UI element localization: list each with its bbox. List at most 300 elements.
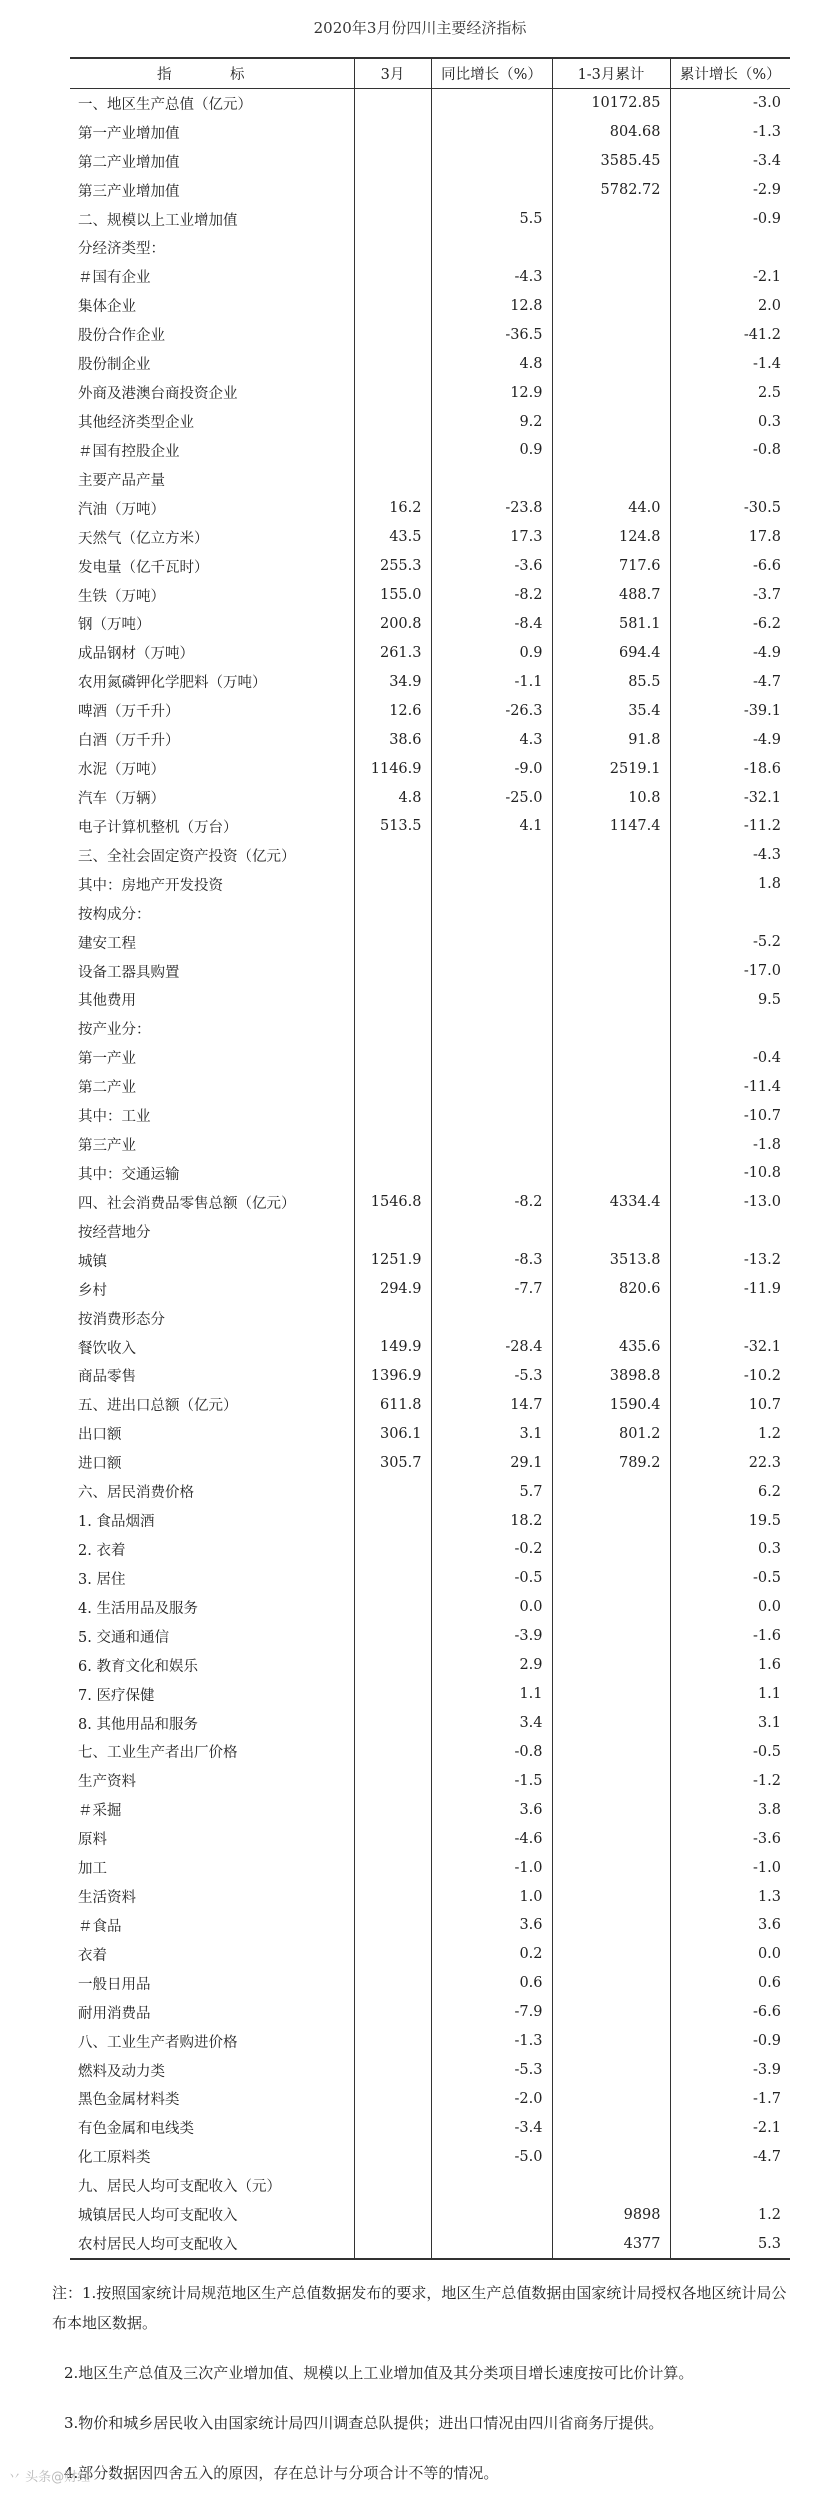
table-row <box>70 1361 790 1390</box>
q1-cumulative-cell <box>552 1101 670 1130</box>
cumulative-growth-cell: -10.7 <box>670 1101 790 1130</box>
march-value-cell <box>354 1651 431 1680</box>
indicator-cell: ＃国有控股企业 <box>78 443 180 460</box>
march-value-cell <box>354 407 431 436</box>
march-value-cell: 513.5 <box>354 812 431 841</box>
table-row <box>70 1535 790 1564</box>
table-row <box>70 1940 790 1969</box>
yoy-growth-cell <box>431 1072 552 1101</box>
yoy-growth-cell: 0.2 <box>431 1940 552 1969</box>
indicator-cell: 第三产业 <box>78 1138 136 1155</box>
yoy-growth-cell: 0.9 <box>431 436 552 465</box>
q1-cumulative-cell: 4377 <box>552 2229 670 2259</box>
march-value-cell <box>354 1043 431 1072</box>
header-q1-cumulative: 1-3月累计 <box>552 58 670 88</box>
indicator-cell: 水泥（万吨） <box>78 762 165 779</box>
yoy-growth-cell <box>431 1159 552 1188</box>
cumulative-growth-cell: -1.4 <box>670 349 790 378</box>
table-row <box>70 1419 790 1448</box>
table-row <box>70 610 790 639</box>
march-value-cell <box>354 2085 431 2114</box>
march-value-cell <box>354 1506 431 1535</box>
table-row <box>70 1043 790 1072</box>
q1-cumulative-cell <box>552 2171 670 2200</box>
table-row <box>70 1680 790 1709</box>
yoy-growth-cell <box>431 1217 552 1246</box>
q1-cumulative-cell <box>552 2113 670 2142</box>
yoy-growth-cell: -3.6 <box>431 552 552 581</box>
indicator-cell: 燃料及动力类 <box>78 2063 165 2080</box>
cumulative-growth-cell: -0.5 <box>670 1737 790 1766</box>
march-value-cell <box>354 2027 431 2056</box>
table-row <box>70 1853 790 1882</box>
q1-cumulative-cell: 2519.1 <box>552 754 670 783</box>
march-value-cell <box>354 291 431 320</box>
march-value-cell <box>354 870 431 899</box>
cumulative-growth-cell: -5.2 <box>670 928 790 957</box>
table-row <box>70 147 790 176</box>
indicator-cell: 白酒（万千升） <box>78 733 180 750</box>
indicator-cell: 城镇 <box>78 1253 107 1270</box>
yoy-growth-cell: -5.0 <box>431 2142 552 2171</box>
march-value-cell: 1546.8 <box>354 1188 431 1217</box>
cumulative-growth-cell: 3.6 <box>670 1911 790 1940</box>
indicator-cell: 衣着 <box>78 1947 107 1964</box>
yoy-growth-cell: -8.4 <box>431 610 552 639</box>
indicator-cell: 有色金属和电线类 <box>78 2121 194 2138</box>
cumulative-growth-cell: -0.4 <box>670 1043 790 1072</box>
q1-cumulative-cell <box>552 1998 670 2027</box>
table-row <box>70 291 790 320</box>
cumulative-growth-cell: -3.6 <box>670 1824 790 1853</box>
cumulative-growth-cell: -2.9 <box>670 176 790 205</box>
march-value-cell <box>354 1477 431 1506</box>
indicator-cell: 乡村 <box>78 1282 107 1299</box>
yoy-growth-cell <box>431 88 552 117</box>
table-row <box>70 1014 790 1043</box>
march-value-cell <box>354 176 431 205</box>
march-value-cell: 1146.9 <box>354 754 431 783</box>
yoy-growth-cell: 4.8 <box>431 349 552 378</box>
q1-cumulative-cell <box>552 986 670 1015</box>
cumulative-growth-cell: -11.9 <box>670 1275 790 1304</box>
q1-cumulative-cell <box>552 1824 670 1853</box>
yoy-growth-cell <box>431 118 552 147</box>
yoy-growth-cell: -1.3 <box>431 2027 552 2056</box>
q1-cumulative-cell <box>552 870 670 899</box>
table-row <box>70 205 790 234</box>
table-row <box>70 494 790 523</box>
q1-cumulative-cell <box>552 1911 670 1940</box>
march-value-cell: 294.9 <box>354 1275 431 1304</box>
q1-cumulative-cell <box>552 1940 670 1969</box>
march-value-cell <box>354 320 431 349</box>
march-value-cell <box>354 378 431 407</box>
q1-cumulative-cell <box>552 1853 670 1882</box>
cumulative-growth-cell: -1.7 <box>670 2085 790 2114</box>
q1-cumulative-cell: 44.0 <box>552 494 670 523</box>
indicator-cell: 4. 生活用品及服务 <box>78 1600 198 1617</box>
cumulative-growth-cell: 5.3 <box>670 2229 790 2259</box>
yoy-growth-cell <box>431 899 552 928</box>
march-value-cell <box>354 118 431 147</box>
q1-cumulative-cell: 804.68 <box>552 118 670 147</box>
table-row <box>70 1998 790 2027</box>
indicator-cell: 二、规模以上工业增加值 <box>78 212 238 229</box>
indicator-cell: 6. 教育文化和娱乐 <box>78 1658 198 1675</box>
table-row <box>70 638 790 667</box>
indicator-cell: 农用氮磷钾化学肥料（万吨） <box>78 675 267 692</box>
table-row <box>70 1824 790 1853</box>
indicator-cell: 生产资料 <box>78 1774 136 1791</box>
page-title: 2020年3月份四川主要经济指标 <box>313 19 527 37</box>
yoy-growth-cell <box>431 870 552 899</box>
march-value-cell <box>354 899 431 928</box>
table-row <box>70 1159 790 1188</box>
yoy-growth-cell: 1.1 <box>431 1680 552 1709</box>
indicator-cell: 七、工业生产者出厂价格 <box>78 1745 238 1762</box>
table-row <box>70 928 790 957</box>
cumulative-growth-cell: -4.9 <box>670 725 790 754</box>
cumulative-growth-cell: -0.9 <box>670 2027 790 2056</box>
indicator-cell: 加工 <box>78 1861 107 1878</box>
table-row <box>70 2085 790 2114</box>
cumulative-growth-cell: -32.1 <box>670 783 790 812</box>
march-value-cell: 261.3 <box>354 638 431 667</box>
q1-cumulative-cell <box>552 1680 670 1709</box>
footnote-4: 4.部分数据因四舍五入的原因，存在总计与分项合计不等的情况。 <box>64 2464 499 2483</box>
cumulative-growth-cell <box>670 899 790 928</box>
table-row <box>70 696 790 725</box>
cumulative-growth-cell: -11.4 <box>670 1072 790 1101</box>
table-row <box>70 349 790 378</box>
table-row <box>70 1564 790 1593</box>
indicator-cell: 外商及港澳台商投资企业 <box>78 386 238 403</box>
cumulative-growth-cell: -2.1 <box>670 2113 790 2142</box>
indicator-cell: 其中：工业 <box>78 1109 151 1126</box>
yoy-growth-cell: -3.9 <box>431 1622 552 1651</box>
table-row <box>70 378 790 407</box>
indicator-cell: 其中：房地产开发投资 <box>78 877 223 894</box>
footnote-3: 3.物价和城乡居民收入由国家统计局四川调查总队提供；进出口情况由四川省商务厅提供。 <box>64 2414 664 2433</box>
header-march: 3月 <box>354 58 431 88</box>
q1-cumulative-cell <box>552 928 670 957</box>
table-row <box>70 1188 790 1217</box>
q1-cumulative-cell: 4334.4 <box>552 1188 670 1217</box>
yoy-growth-cell: -9.0 <box>431 754 552 783</box>
table-row <box>70 1477 790 1506</box>
yoy-growth-cell: -5.3 <box>431 1361 552 1390</box>
table-row <box>70 957 790 986</box>
table-row <box>70 1130 790 1159</box>
cumulative-growth-cell: 3.1 <box>670 1709 790 1738</box>
table-row <box>70 1506 790 1535</box>
yoy-growth-cell <box>431 234 552 263</box>
table-row <box>70 870 790 899</box>
footnote-1: 注：1.按照国家统计局规范地区生产总值数据发布的要求，地区生产总值数据由国家统计局授权各地区统计局公布本地区数据。 <box>52 2284 787 2333</box>
header-cumulative-growth: 累计增长（%） <box>670 58 790 88</box>
indicator-cell: 九、居民人均可支配收入（元） <box>78 2179 281 2196</box>
q1-cumulative-cell <box>552 1564 670 1593</box>
cumulative-growth-cell: -6.6 <box>670 552 790 581</box>
cumulative-growth-cell <box>670 2171 790 2200</box>
cumulative-growth-cell: -1.3 <box>670 118 790 147</box>
cumulative-growth-cell: -3.0 <box>670 88 790 117</box>
watermark: 丷 头条@财经 <box>8 2470 91 2485</box>
q1-cumulative-cell <box>552 1737 670 1766</box>
cumulative-growth-cell: 3.8 <box>670 1795 790 1824</box>
march-value-cell: 12.6 <box>354 696 431 725</box>
cumulative-growth-cell: -4.3 <box>670 841 790 870</box>
table-row <box>70 1969 790 1998</box>
indicator-cell: ＃采掘 <box>78 1803 122 1820</box>
yoy-growth-cell: -3.4 <box>431 2113 552 2142</box>
yoy-growth-cell: -28.4 <box>431 1333 552 1362</box>
cumulative-growth-cell: -39.1 <box>670 696 790 725</box>
q1-cumulative-cell <box>552 2056 670 2085</box>
table-row <box>70 1709 790 1738</box>
table-row <box>70 1593 790 1622</box>
indicator-cell: 7. 医疗保健 <box>78 1687 155 1704</box>
q1-cumulative-cell <box>552 1043 670 1072</box>
economic-indicators-table <box>70 57 790 2260</box>
indicator-cell: 啤酒（万千升） <box>78 704 180 721</box>
march-value-cell <box>354 1101 431 1130</box>
yoy-growth-cell <box>431 147 552 176</box>
indicator-cell: 汽油（万吨） <box>78 501 165 518</box>
march-value-cell <box>354 1795 431 1824</box>
yoy-growth-cell: 5.5 <box>431 205 552 234</box>
q1-cumulative-cell <box>552 1159 670 1188</box>
table-row <box>70 118 790 147</box>
march-value-cell <box>354 1014 431 1043</box>
march-value-cell <box>354 1824 431 1853</box>
march-value-cell <box>354 2200 431 2229</box>
q1-cumulative-cell <box>552 1622 670 1651</box>
q1-cumulative-cell: 91.8 <box>552 725 670 754</box>
q1-cumulative-cell: 789.2 <box>552 1448 670 1477</box>
yoy-growth-cell: -8.2 <box>431 1188 552 1217</box>
indicator-cell: 八、工业生产者购进价格 <box>78 2034 238 2051</box>
cumulative-growth-cell: -3.4 <box>670 147 790 176</box>
cumulative-growth-cell: 19.5 <box>670 1506 790 1535</box>
march-value-cell: 1396.9 <box>354 1361 431 1390</box>
table-row <box>70 1766 790 1795</box>
march-value-cell <box>354 841 431 870</box>
cumulative-growth-cell: 1.3 <box>670 1882 790 1911</box>
cumulative-growth-cell: 1.2 <box>670 2200 790 2229</box>
cumulative-growth-cell: -17.0 <box>670 957 790 986</box>
indicator-cell: 五、进出口总额（亿元） <box>78 1398 238 1415</box>
indicator-cell: 其他费用 <box>78 993 136 1010</box>
table-row <box>70 1072 790 1101</box>
yoy-growth-cell: -7.9 <box>431 1998 552 2027</box>
q1-cumulative-cell: 1590.4 <box>552 1390 670 1419</box>
q1-cumulative-cell <box>552 205 670 234</box>
march-value-cell: 305.7 <box>354 1448 431 1477</box>
cumulative-growth-cell: 1.2 <box>670 1419 790 1448</box>
indicator-cell: 2. 衣着 <box>78 1542 126 1559</box>
indicator-cell: 分经济类型： <box>78 241 165 258</box>
yoy-growth-cell: 3.6 <box>431 1795 552 1824</box>
yoy-growth-cell: -8.2 <box>431 581 552 610</box>
march-value-cell <box>354 1998 431 2027</box>
yoy-growth-cell: -1.1 <box>431 667 552 696</box>
q1-cumulative-cell <box>552 262 670 291</box>
yoy-growth-cell: -0.2 <box>431 1535 552 1564</box>
yoy-growth-cell: -5.3 <box>431 2056 552 2085</box>
yoy-growth-cell <box>431 2171 552 2200</box>
march-value-cell <box>354 986 431 1015</box>
q1-cumulative-cell <box>552 436 670 465</box>
yoy-growth-cell: 4.1 <box>431 812 552 841</box>
table-row <box>70 754 790 783</box>
table-row <box>70 2200 790 2229</box>
cumulative-growth-cell: -0.8 <box>670 436 790 465</box>
yoy-growth-cell <box>431 465 552 494</box>
cumulative-growth-cell: -0.5 <box>670 1564 790 1593</box>
march-value-cell: 43.5 <box>354 523 431 552</box>
yoy-growth-cell <box>431 928 552 957</box>
q1-cumulative-cell: 694.4 <box>552 638 670 667</box>
yoy-growth-cell: -4.6 <box>431 1824 552 1853</box>
indicator-cell: 进口额 <box>78 1456 122 1473</box>
march-value-cell <box>354 2142 431 2171</box>
indicator-cell: 商品零售 <box>78 1369 136 1386</box>
indicator-cell: 第三产业增加值 <box>78 183 180 200</box>
q1-cumulative-cell <box>552 1882 670 1911</box>
cumulative-growth-cell: -0.9 <box>670 205 790 234</box>
yoy-growth-cell: -0.8 <box>431 1737 552 1766</box>
footnote-2: 2.地区生产总值及三次产业增加值、规模以上工业增加值及其分类项目增长速度按可比价计算。 <box>64 2364 694 2383</box>
cumulative-growth-cell: -10.2 <box>670 1361 790 1390</box>
indicator-cell: 六、居民消费价格 <box>78 1485 194 1502</box>
indicator-cell: 5. 交通和通信 <box>78 1629 169 1646</box>
yoy-growth-cell: 14.7 <box>431 1390 552 1419</box>
march-value-cell <box>354 1709 431 1738</box>
yoy-growth-cell: 0.9 <box>431 638 552 667</box>
q1-cumulative-cell <box>552 899 670 928</box>
q1-cumulative-cell <box>552 1651 670 1680</box>
march-value-cell <box>354 1680 431 1709</box>
table-row <box>70 2142 790 2171</box>
table-row <box>70 523 790 552</box>
table-row <box>70 1911 790 1940</box>
yoy-growth-cell <box>431 957 552 986</box>
q1-cumulative-cell <box>552 378 670 407</box>
cumulative-growth-cell: -4.9 <box>670 638 790 667</box>
yoy-growth-cell <box>431 2200 552 2229</box>
cumulative-growth-cell: -13.0 <box>670 1188 790 1217</box>
cumulative-growth-cell: -1.8 <box>670 1130 790 1159</box>
q1-cumulative-cell: 10172.85 <box>552 88 670 117</box>
march-value-cell <box>354 2113 431 2142</box>
march-value-cell <box>354 262 431 291</box>
yoy-growth-cell: -4.3 <box>431 262 552 291</box>
yoy-growth-cell <box>431 1043 552 1072</box>
indicator-cell: 电子计算机整机（万台） <box>78 819 238 836</box>
march-value-cell <box>354 205 431 234</box>
q1-cumulative-cell <box>552 1593 670 1622</box>
yoy-growth-cell: 9.2 <box>431 407 552 436</box>
march-value-cell <box>354 1969 431 1998</box>
indicator-cell: 餐饮收入 <box>78 1340 136 1357</box>
march-value-cell <box>354 1853 431 1882</box>
q1-cumulative-cell: 3513.8 <box>552 1246 670 1275</box>
yoy-growth-cell: 12.9 <box>431 378 552 407</box>
q1-cumulative-cell: 3585.45 <box>552 147 670 176</box>
q1-cumulative-cell: 3898.8 <box>552 1361 670 1390</box>
cumulative-growth-cell: 2.0 <box>670 291 790 320</box>
yoy-growth-cell: 17.3 <box>431 523 552 552</box>
table-row <box>70 1390 790 1419</box>
cumulative-growth-cell: 10.7 <box>670 1390 790 1419</box>
indicator-cell: 主要产品产量 <box>78 472 165 489</box>
yoy-growth-cell: -36.5 <box>431 320 552 349</box>
cumulative-growth-cell: -4.7 <box>670 667 790 696</box>
q1-cumulative-cell <box>552 2085 670 2114</box>
cumulative-growth-cell: 1.1 <box>670 1680 790 1709</box>
cumulative-growth-cell <box>670 465 790 494</box>
cumulative-growth-cell: 1.8 <box>670 870 790 899</box>
cumulative-growth-cell: 0.0 <box>670 1940 790 1969</box>
march-value-cell: 255.3 <box>354 552 431 581</box>
yoy-growth-cell <box>431 841 552 870</box>
cumulative-growth-cell: -11.2 <box>670 812 790 841</box>
cumulative-growth-cell <box>670 1014 790 1043</box>
table-row <box>70 725 790 754</box>
q1-cumulative-cell <box>552 320 670 349</box>
indicator-cell: ＃食品 <box>78 1918 122 1935</box>
q1-cumulative-cell: 124.8 <box>552 523 670 552</box>
yoy-growth-cell: 1.0 <box>431 1882 552 1911</box>
q1-cumulative-cell: 1147.4 <box>552 812 670 841</box>
march-value-cell <box>354 957 431 986</box>
header-yoy-growth: 同比增长（%） <box>431 58 552 88</box>
yoy-growth-cell: -23.8 <box>431 494 552 523</box>
march-value-cell <box>354 1940 431 1969</box>
cumulative-growth-cell: -10.8 <box>670 1159 790 1188</box>
march-value-cell <box>354 1535 431 1564</box>
yoy-growth-cell <box>431 176 552 205</box>
cumulative-growth-cell: 2.5 <box>670 378 790 407</box>
cumulative-growth-cell: 9.5 <box>670 986 790 1015</box>
cumulative-growth-cell: -2.1 <box>670 262 790 291</box>
cumulative-growth-cell: 1.6 <box>670 1651 790 1680</box>
march-value-cell: 155.0 <box>354 581 431 610</box>
table-row <box>70 986 790 1015</box>
indicator-cell: 按经营地分 <box>78 1224 151 1241</box>
yoy-growth-cell: 0.6 <box>431 1969 552 1998</box>
cumulative-growth-cell <box>670 1217 790 1246</box>
yoy-growth-cell: -0.5 <box>431 1564 552 1593</box>
table-row <box>70 899 790 928</box>
indicator-cell: 股份合作企业 <box>78 328 165 345</box>
yoy-growth-cell <box>431 1304 552 1333</box>
yoy-growth-cell <box>431 1101 552 1130</box>
table-row <box>70 783 790 812</box>
indicator-cell: 集体企业 <box>78 299 136 316</box>
march-value-cell <box>354 1622 431 1651</box>
indicator-cell: 三、全社会固定资产投资（亿元） <box>78 848 296 865</box>
table-row <box>70 436 790 465</box>
indicator-cell: 四、社会消费品零售总额（亿元） <box>78 1195 296 1212</box>
yoy-growth-cell <box>431 1130 552 1159</box>
table-row <box>70 1882 790 1911</box>
table-row <box>70 262 790 291</box>
q1-cumulative-cell <box>552 1130 670 1159</box>
march-value-cell: 306.1 <box>354 1419 431 1448</box>
